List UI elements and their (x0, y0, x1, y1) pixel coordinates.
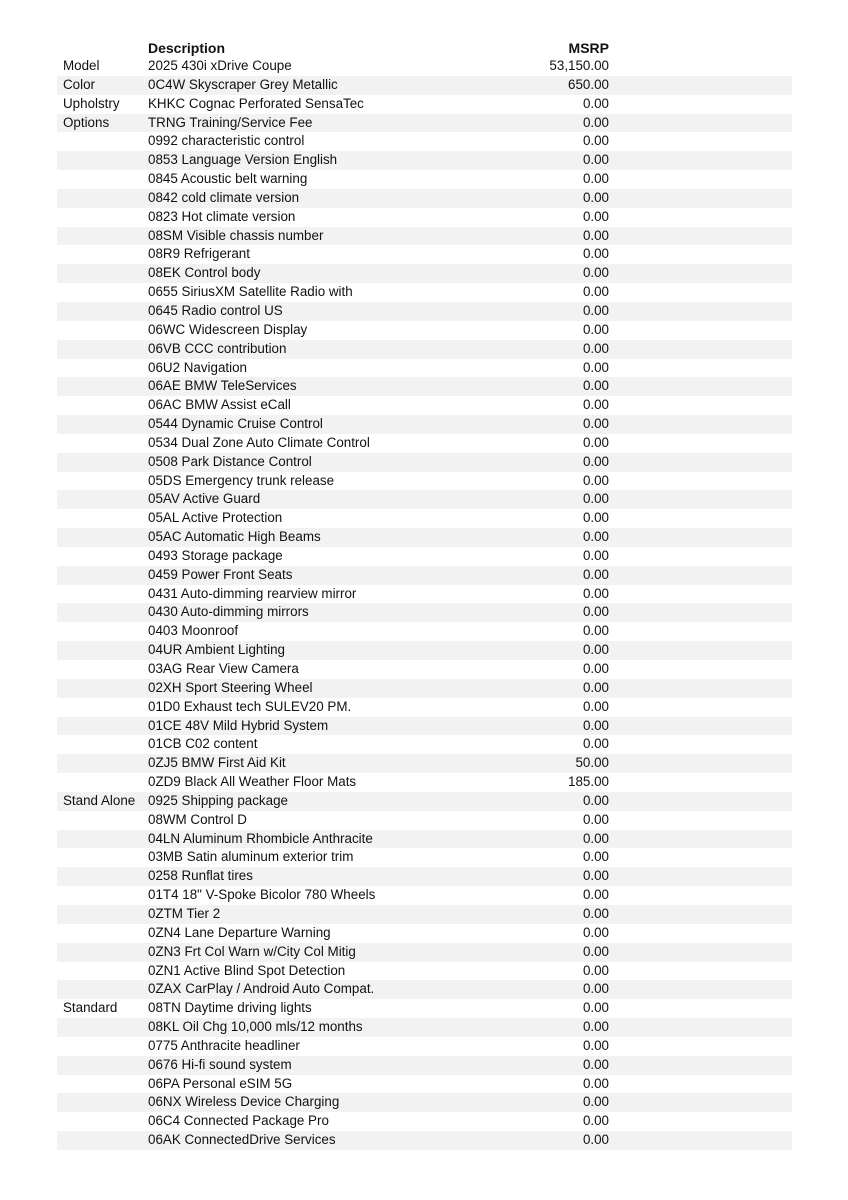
table-row (57, 603, 792, 622)
row-description: 0534 Dual Zone Auto Climate Control (148, 434, 370, 450)
table-row (57, 547, 792, 566)
row-category: Standard (63, 1000, 118, 1016)
row-description: 0925 Shipping package (148, 792, 288, 808)
row-description: 02XH Sport Steering Wheel (148, 679, 313, 695)
row-msrp: 0.00 (582, 924, 609, 940)
row-msrp: 0.00 (582, 1019, 609, 1035)
table-row (57, 76, 792, 95)
table-row (57, 886, 792, 905)
row-msrp: 0.00 (582, 302, 609, 318)
row-description: 05AL Active Protection (148, 510, 283, 526)
row-description: 0992 characteristic control (148, 133, 305, 149)
row-msrp: 0.00 (582, 717, 609, 733)
row-description: 0775 Anthracite headliner (148, 1037, 300, 1053)
row-description: 03MB Satin aluminum exterior trim (148, 849, 354, 865)
row-description: 05AV Active Guard (148, 491, 261, 507)
row-msrp: 0.00 (582, 1000, 609, 1016)
row-msrp: 0.00 (582, 529, 609, 545)
table-row (57, 490, 792, 509)
row-msrp: 0.00 (582, 585, 609, 601)
row-msrp: 0.00 (582, 133, 609, 149)
row-description: 0655 SiriusXM Satellite Radio with (148, 284, 353, 300)
table-row (57, 830, 792, 849)
row-description: 0ZN4 Lane Departure Warning (148, 924, 331, 940)
table-row (57, 735, 792, 754)
table-row (57, 151, 792, 170)
row-description: 0C4W Skyscraper Grey Metallic (148, 76, 338, 92)
row-description: 0ZJ5 BMW First Aid Kit (148, 755, 286, 771)
table-row (57, 434, 792, 453)
table-row (57, 359, 792, 378)
row-msrp: 0.00 (582, 642, 609, 658)
row-msrp: 0.00 (582, 981, 609, 997)
row-msrp: 0.00 (582, 321, 609, 337)
table-row (57, 999, 792, 1018)
row-description: 06U2 Navigation (148, 359, 248, 375)
row-msrp: 0.00 (582, 472, 609, 488)
row-description: 0544 Dynamic Cruise Control (148, 416, 323, 432)
row-description: 0ZD9 Black All Weather Floor Mats (148, 774, 357, 790)
row-description: 06AK ConnectedDrive Services (148, 1132, 336, 1148)
table-row (57, 396, 792, 415)
row-msrp: 185.00 (568, 774, 609, 790)
row-description: 0431 Auto-dimming rearview mirror (148, 585, 357, 601)
row-msrp: 0.00 (582, 1113, 609, 1129)
table-row (57, 848, 792, 867)
table-row (57, 57, 792, 76)
row-description: 2025 430i xDrive Coupe (148, 58, 292, 73)
row-msrp: 0.00 (582, 208, 609, 224)
table-row (57, 792, 792, 811)
row-description: 06AC BMW Assist eCall (148, 397, 291, 413)
table-row (57, 264, 792, 283)
row-description: 08EK Control body (148, 265, 261, 281)
row-msrp: 0.00 (582, 227, 609, 243)
row-category: Options (63, 114, 110, 130)
row-description: KHKC Cognac Perforated SensaTec (148, 95, 364, 111)
row-msrp: 0.00 (582, 566, 609, 582)
row-description: 06VB CCC contribution (148, 340, 287, 356)
row-description: TRNG Training/Service Fee (148, 114, 313, 130)
row-description: 0853 Language Version English (148, 152, 338, 168)
row-description: 0ZTM Tier 2 (148, 905, 221, 921)
row-description: 0ZAX CarPlay / Android Auto Compat. (148, 981, 375, 997)
row-msrp: 0.00 (582, 905, 609, 921)
row-description: 08KL Oil Chg 10,000 mls/12 months (148, 1019, 363, 1035)
table-row (57, 1056, 792, 1075)
row-msrp: 0.00 (582, 604, 609, 620)
row-msrp: 0.00 (582, 378, 609, 394)
table-row (57, 924, 792, 943)
table-row (57, 95, 792, 114)
row-description: 0676 Hi-fi sound system (148, 1056, 292, 1072)
row-msrp: 0.00 (582, 1132, 609, 1148)
table-row (57, 283, 792, 302)
row-msrp: 0.00 (582, 416, 609, 432)
table-row (57, 1075, 792, 1094)
table-row (57, 208, 792, 227)
row-msrp: 0.00 (582, 792, 609, 808)
row-msrp: 0.00 (582, 943, 609, 959)
table-row (57, 227, 792, 246)
row-description: 08WM Control D (148, 811, 247, 827)
row-msrp: 0.00 (582, 679, 609, 695)
row-description: 0ZN3 Frt Col Warn w/City Col Mitig (148, 943, 356, 959)
row-msrp: 0.00 (582, 453, 609, 469)
row-msrp: 53,150.00 (549, 58, 609, 73)
table-row (57, 867, 792, 886)
table-row (57, 114, 792, 133)
table-row (57, 717, 792, 736)
options-table (57, 57, 792, 1150)
table-row (57, 472, 792, 491)
row-description: 0645 Radio control US (148, 302, 283, 318)
row-msrp: 0.00 (582, 1056, 609, 1072)
row-description: 01D0 Exhaust tech SULEV20 PM. (148, 698, 352, 714)
table-row (57, 189, 792, 208)
table-row (57, 415, 792, 434)
table-row (57, 585, 792, 604)
row-description: 01CE 48V Mild Hybrid System (148, 717, 329, 733)
table-row (57, 1018, 792, 1037)
row-msrp: 0.00 (582, 246, 609, 262)
row-description: 06PA Personal eSIM 5G (148, 1075, 293, 1091)
row-msrp: 650.00 (568, 76, 609, 92)
row-msrp: 0.00 (582, 811, 609, 827)
row-msrp: 0.00 (582, 95, 609, 111)
row-description: 0493 Storage package (148, 547, 283, 563)
row-description: 01CB C02 content (148, 736, 258, 752)
row-description: 01T4 18" V-Spoke Bicolor 780 Wheels (148, 887, 376, 903)
row-msrp: 0.00 (582, 265, 609, 281)
row-msrp: 0.00 (582, 736, 609, 752)
table-row (57, 622, 792, 641)
row-msrp: 0.00 (582, 1094, 609, 1110)
row-category: Stand Alone (63, 792, 136, 808)
row-description: 0823 Hot climate version (148, 208, 296, 224)
row-description: 0845 Acoustic belt warning (148, 171, 308, 187)
row-category: Color (63, 76, 95, 92)
row-description: 05AC Automatic High Beams (148, 529, 321, 545)
table-row (57, 773, 792, 792)
table-row (57, 641, 792, 660)
row-msrp: 0.00 (582, 887, 609, 903)
row-description: 0459 Power Front Seats (148, 566, 293, 582)
row-description: 03AG Rear View Camera (148, 661, 299, 676)
table-row (57, 754, 792, 773)
row-msrp: 0.00 (582, 868, 609, 884)
description-column-header: Description (148, 40, 226, 56)
table-row (57, 1131, 792, 1150)
table-row (57, 321, 792, 340)
row-description: 06AE BMW TeleServices (148, 378, 297, 394)
table-row (57, 943, 792, 962)
table-row (57, 340, 792, 359)
row-msrp: 0.00 (582, 698, 609, 714)
row-description: 08SM Visible chassis number (148, 227, 324, 243)
row-msrp: 0.00 (582, 340, 609, 356)
msrp-column-header: MSRP (568, 40, 609, 56)
table-row (57, 1093, 792, 1112)
row-category: Upholstry (63, 95, 120, 111)
row-msrp: 50.00 (575, 755, 609, 771)
row-description: 08TN Daytime driving lights (148, 1000, 312, 1016)
row-msrp: 0.00 (582, 623, 609, 639)
row-description: 08R9 Refrigerant (148, 246, 250, 262)
row-description: 0508 Park Distance Control (148, 453, 312, 469)
row-msrp: 0.00 (582, 661, 609, 676)
row-description: 06C4 Connected Package Pro (148, 1113, 329, 1129)
row-description: 0842 cold climate version (148, 189, 300, 205)
table-row (57, 377, 792, 396)
table-header (57, 38, 792, 57)
row-description: 0430 Auto-dimming mirrors (148, 604, 309, 620)
row-msrp: 0.00 (582, 849, 609, 865)
row-category: Model (63, 58, 100, 73)
table-row (57, 302, 792, 321)
table-row (57, 660, 792, 679)
row-msrp: 0.00 (582, 830, 609, 846)
table-row (57, 566, 792, 585)
row-msrp: 0.00 (582, 1037, 609, 1053)
row-description: 0258 Runflat tires (148, 868, 253, 884)
row-msrp: 0.00 (582, 510, 609, 526)
row-msrp: 0.00 (582, 359, 609, 375)
row-description: 04LN Aluminum Rhombicle Anthracite (148, 830, 373, 846)
table-row (57, 698, 792, 717)
row-msrp: 0.00 (582, 397, 609, 413)
table-row (57, 679, 792, 698)
row-description: 04UR Ambient Lighting (148, 642, 285, 658)
row-msrp: 0.00 (582, 1075, 609, 1091)
table-row (57, 905, 792, 924)
table-row (57, 509, 792, 528)
table-row (57, 170, 792, 189)
row-description: 0403 Moonroof (148, 623, 239, 639)
table-row (57, 980, 792, 999)
row-msrp: 0.00 (582, 284, 609, 300)
row-msrp: 0.00 (582, 171, 609, 187)
row-description: 05DS Emergency trunk release (148, 472, 335, 488)
table-row (57, 245, 792, 264)
row-description: 06NX Wireless Device Charging (148, 1094, 340, 1110)
table-row (57, 453, 792, 472)
table-row (57, 1037, 792, 1056)
table-row (57, 1112, 792, 1131)
row-msrp: 0.00 (582, 962, 609, 978)
row-msrp: 0.00 (582, 152, 609, 168)
row-msrp: 0.00 (582, 114, 609, 130)
row-msrp: 0.00 (582, 547, 609, 563)
table-row (57, 132, 792, 151)
table-row (57, 811, 792, 830)
table-row (57, 962, 792, 981)
table-row (57, 528, 792, 547)
row-msrp: 0.00 (582, 434, 609, 450)
row-msrp: 0.00 (582, 189, 609, 205)
row-description: 0ZN1 Active Blind Spot Detection (148, 962, 346, 978)
row-msrp: 0.00 (582, 491, 609, 507)
row-description: 06WC Widescreen Display (148, 321, 308, 337)
